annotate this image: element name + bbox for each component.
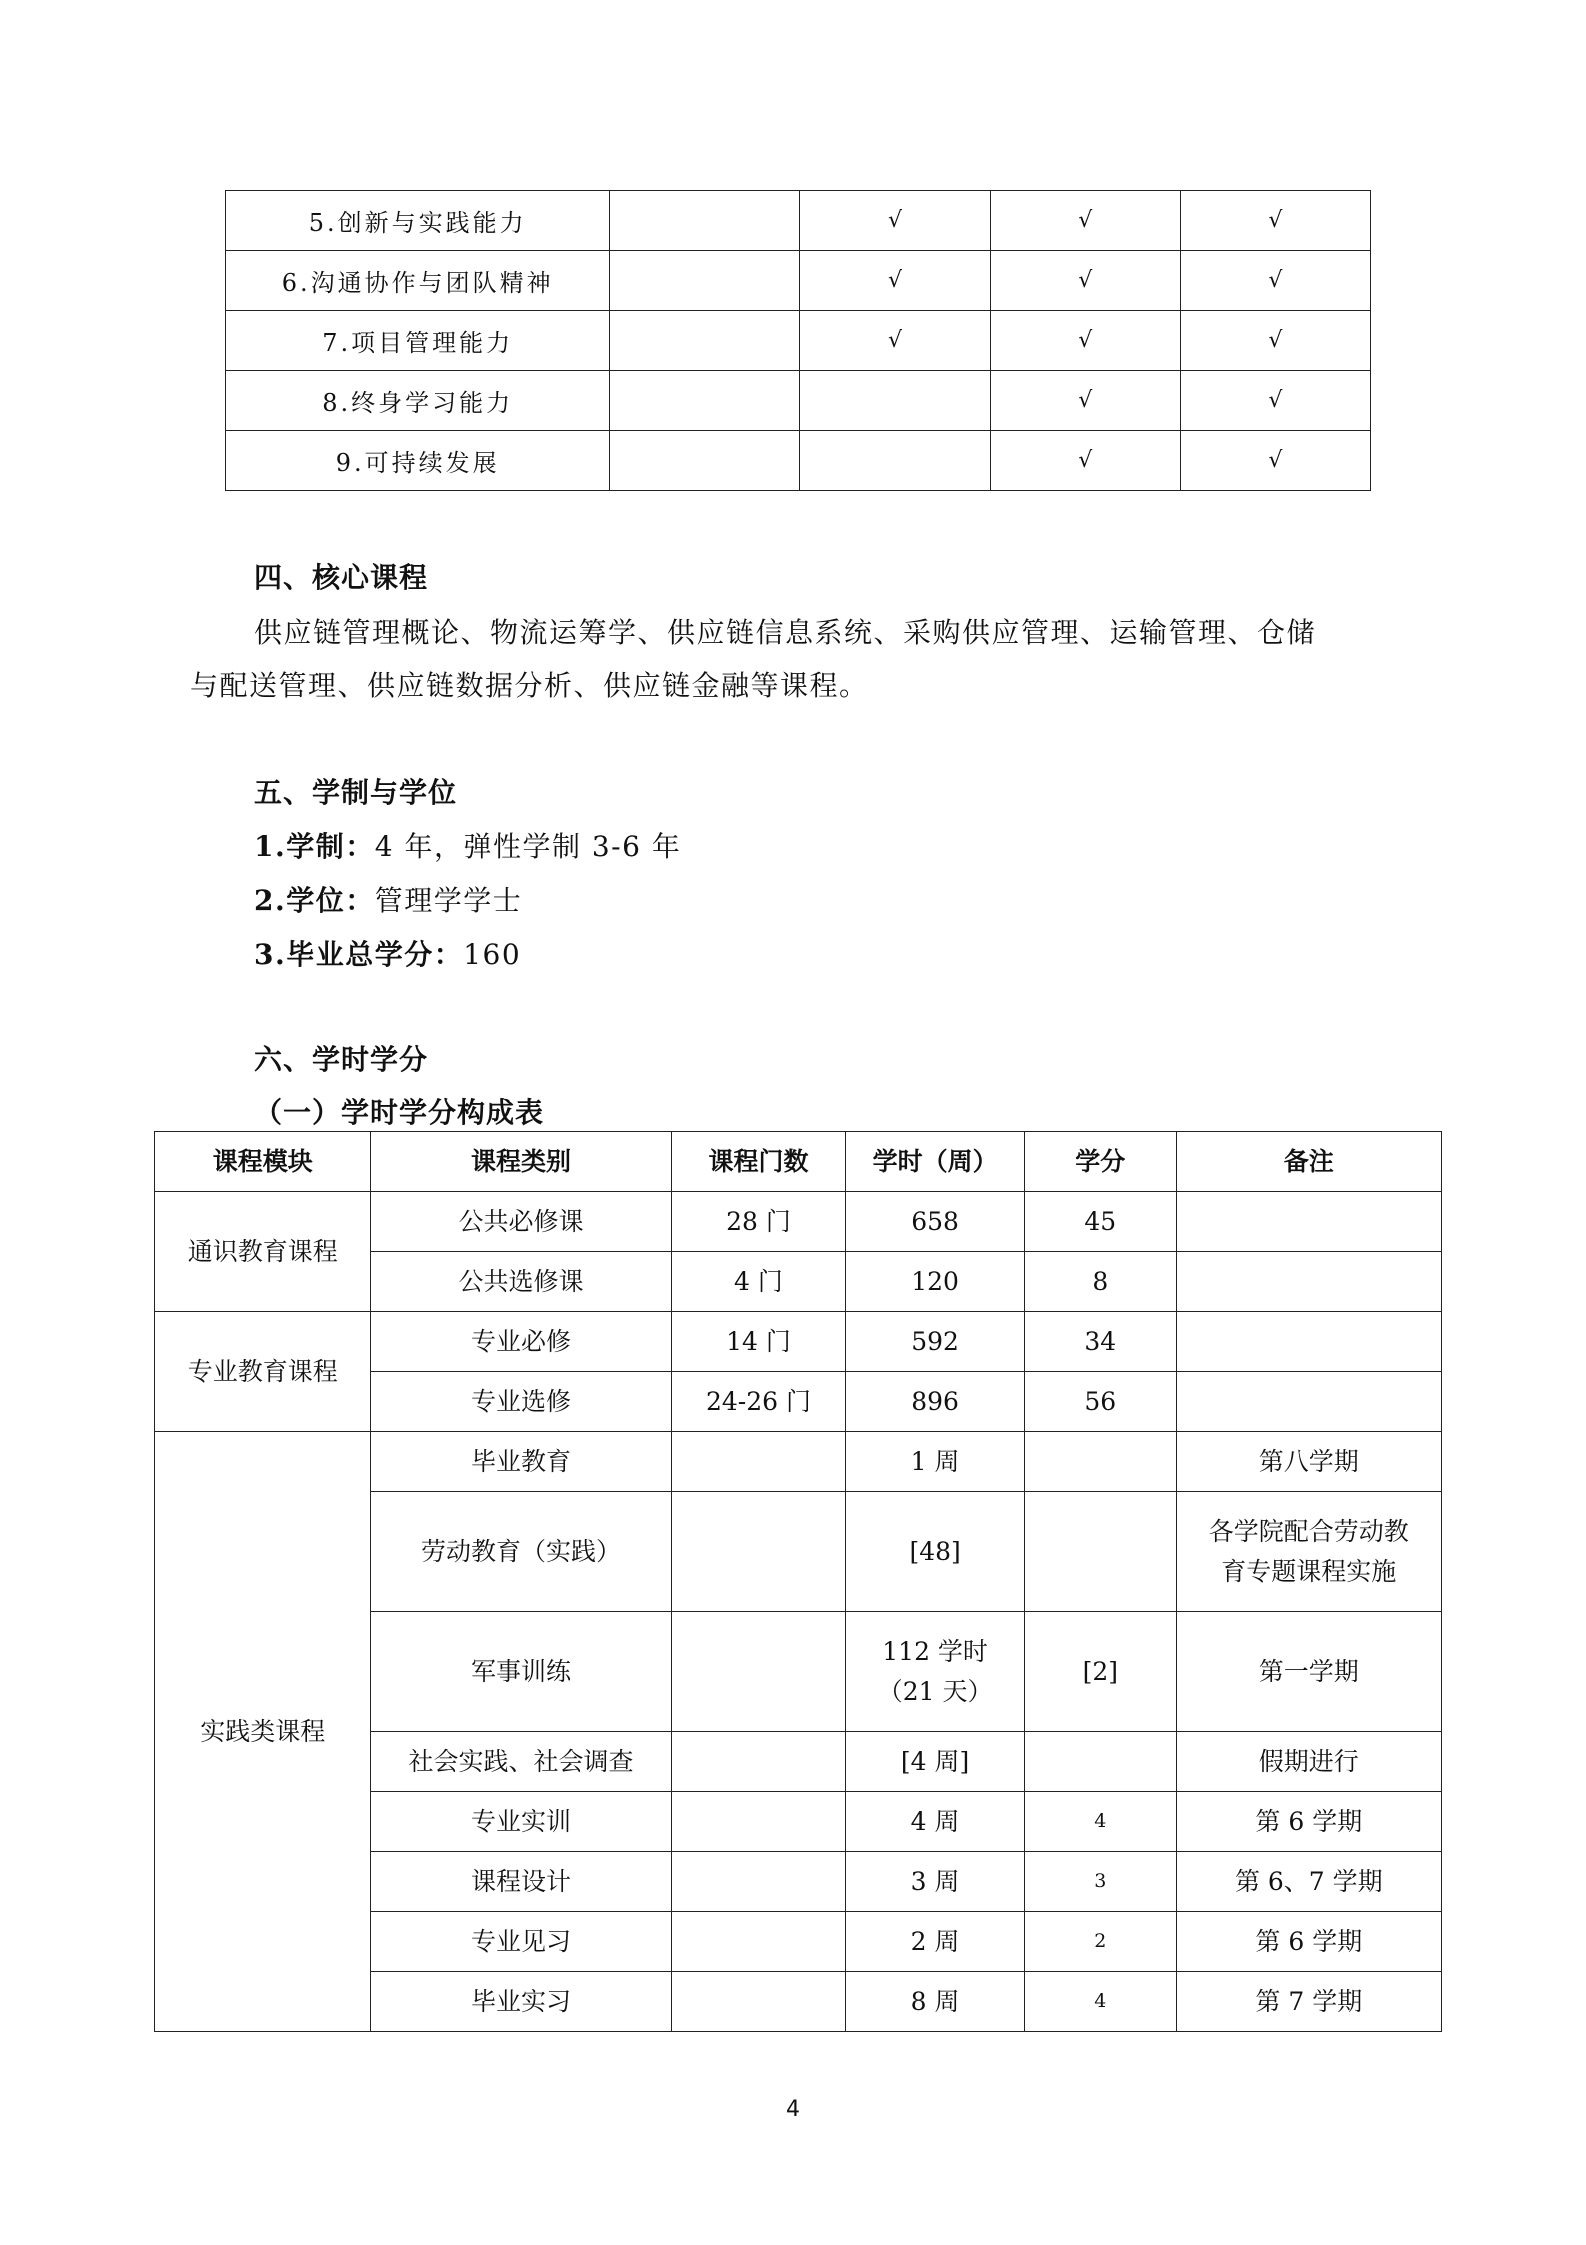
- table-row: [226, 431, 1371, 491]
- ability-cell: √: [990, 251, 1180, 311]
- duration-value: 4 年，弹性学制 3-6 年: [374, 830, 682, 863]
- hours-cell: [846, 1612, 1025, 1732]
- column-header: 课程类别: [371, 1132, 671, 1192]
- credits-cell: 56: [1024, 1372, 1176, 1432]
- category-cell: 课程设计: [371, 1852, 671, 1912]
- credits-cell: 2: [1024, 1912, 1176, 1972]
- section-heading-duration-degree: 五、学制与学位: [254, 776, 458, 809]
- count-cell: [671, 1612, 846, 1732]
- column-header: 学时（周）: [846, 1132, 1025, 1192]
- hours-line: 112 学时: [882, 1636, 988, 1666]
- credits-cell: [1024, 1432, 1176, 1492]
- note-cell: 第八学期: [1176, 1432, 1441, 1492]
- hours-cell: 1 周: [846, 1432, 1025, 1492]
- column-header: 学分: [1024, 1132, 1176, 1192]
- hours-cell: 2 周: [846, 1912, 1025, 1972]
- ability-cell: [800, 371, 990, 431]
- ability-cell: [800, 431, 990, 491]
- note-line: 育专题课程实施: [1221, 1556, 1397, 1586]
- credits-cell: 8: [1024, 1252, 1176, 1312]
- note-cell: [1176, 1252, 1441, 1312]
- credits-cell: [2]: [1024, 1612, 1176, 1732]
- ability-cell: [610, 191, 800, 251]
- ability-cell: √: [1180, 311, 1370, 371]
- ability-cell: [610, 431, 800, 491]
- count-cell: 28 门: [671, 1192, 846, 1252]
- ability-cell: √: [1180, 431, 1370, 491]
- hours-cell: 896: [846, 1372, 1025, 1432]
- note-cell: [1176, 1312, 1441, 1372]
- note-cell: [1176, 1372, 1441, 1432]
- note-cell: 第一学期: [1176, 1612, 1441, 1732]
- category-cell: 军事训练: [371, 1612, 671, 1732]
- core-courses-paragraph-line2: 与配送管理、供应链数据分析、供应链金融等课程。: [190, 669, 869, 702]
- ability-cell: [610, 311, 800, 371]
- table-row: [155, 1432, 1442, 1492]
- table-row: [226, 191, 1371, 251]
- degree-label: 2.学位：: [254, 884, 375, 917]
- duration-label: 1.学制：: [254, 830, 375, 863]
- note-cell: 第 6、7 学期: [1176, 1852, 1441, 1912]
- ability-label: 7.项目管理能力: [226, 311, 610, 371]
- table-row: [226, 251, 1371, 311]
- category-cell: 专业必修: [371, 1312, 671, 1372]
- credit-composition-table: [154, 1131, 1442, 2032]
- ability-matrix-table: [225, 190, 1371, 491]
- ability-label: 6.沟通协作与团队精神: [226, 251, 610, 311]
- ability-cell: √: [1180, 251, 1370, 311]
- column-header: 备注: [1176, 1132, 1441, 1192]
- credits-cell: [1024, 1492, 1176, 1612]
- category-cell: 专业见习: [371, 1912, 671, 1972]
- hours-line: （21 天）: [877, 1676, 993, 1706]
- credits-cell: 34: [1024, 1312, 1176, 1372]
- note-cell: [1176, 1492, 1441, 1612]
- ability-cell: √: [990, 191, 1180, 251]
- hours-cell: 4 周: [846, 1792, 1025, 1852]
- table-row: [226, 371, 1371, 431]
- hours-cell: 8 周: [846, 1972, 1025, 2032]
- note-cell: 第 7 学期: [1176, 1972, 1441, 2032]
- note-line: 各学院配合劳动教: [1208, 1516, 1409, 1546]
- credits-cell: 3: [1024, 1852, 1176, 1912]
- ability-cell: [610, 371, 800, 431]
- count-cell: [671, 1792, 846, 1852]
- ability-cell: √: [990, 431, 1180, 491]
- table-row: [155, 1312, 1442, 1372]
- ability-cell: √: [800, 251, 990, 311]
- ability-label: 8.终身学习能力: [226, 371, 610, 431]
- total-credits-label: 3.毕业总学分：: [254, 938, 464, 971]
- count-cell: [671, 1492, 846, 1612]
- total-credits-value: 160: [463, 938, 522, 971]
- degree-value: 管理学学士: [374, 884, 523, 917]
- ability-cell: √: [1180, 191, 1370, 251]
- page-number: 4: [786, 2097, 800, 2122]
- count-cell: [671, 1852, 846, 1912]
- table-header-row: [155, 1132, 1442, 1192]
- hours-cell: [48]: [846, 1492, 1025, 1612]
- total-credits-item: [254, 933, 521, 973]
- credits-cell: 4: [1024, 1792, 1176, 1852]
- column-header: 课程模块: [155, 1132, 371, 1192]
- ability-label: 5.创新与实践能力: [226, 191, 610, 251]
- credits-cell: [1024, 1732, 1176, 1792]
- note-cell: [1176, 1192, 1441, 1252]
- ability-label: 9.可持续发展: [226, 431, 610, 491]
- table-row: [226, 311, 1371, 371]
- count-cell: [671, 1912, 846, 1972]
- category-cell: 毕业实习: [371, 1972, 671, 2032]
- core-courses-paragraph-line1: 供应链管理概论、物流运筹学、供应链信息系统、采购供应管理、运输管理、仓储: [254, 616, 1317, 649]
- module-cell-practice: 实践类课程: [155, 1432, 371, 2032]
- category-cell: 公共必修课: [371, 1192, 671, 1252]
- category-cell: 公共选修课: [371, 1252, 671, 1312]
- ability-cell: √: [990, 371, 1180, 431]
- hours-cell: 3 周: [846, 1852, 1025, 1912]
- category-cell: 劳动教育（实践）: [371, 1492, 671, 1612]
- note-cell: 第 6 学期: [1176, 1792, 1441, 1852]
- count-cell: [671, 1732, 846, 1792]
- count-cell: 24-26 门: [671, 1372, 846, 1432]
- category-cell: 毕业教育: [371, 1432, 671, 1492]
- note-cell: 假期进行: [1176, 1732, 1441, 1792]
- count-cell: [671, 1432, 846, 1492]
- count-cell: 14 门: [671, 1312, 846, 1372]
- category-cell: 社会实践、社会调查: [371, 1732, 671, 1792]
- module-cell-general: 通识教育课程: [155, 1192, 371, 1312]
- module-cell-professional: 专业教育课程: [155, 1312, 371, 1432]
- hours-cell: 592: [846, 1312, 1025, 1372]
- degree-item: [254, 879, 522, 919]
- ability-cell: √: [800, 191, 990, 251]
- ability-cell: [610, 251, 800, 311]
- credits-cell: 4: [1024, 1972, 1176, 2032]
- hours-cell: [4 周]: [846, 1732, 1025, 1792]
- hours-cell: 658: [846, 1192, 1025, 1252]
- count-cell: [671, 1972, 846, 2032]
- ability-cell: √: [990, 311, 1180, 371]
- duration-item: [254, 825, 681, 865]
- section-heading-hours-credits: 六、学时学分: [254, 1043, 429, 1076]
- count-cell: 4 门: [671, 1252, 846, 1312]
- ability-cell: √: [1180, 371, 1370, 431]
- credits-cell: 45: [1024, 1192, 1176, 1252]
- category-cell: 专业实训: [371, 1792, 671, 1852]
- table-row: [155, 1192, 1442, 1252]
- hours-cell: 120: [846, 1252, 1025, 1312]
- section-heading-core-courses: 四、核心课程: [254, 561, 429, 594]
- table-caption: （一）学时学分构成表: [254, 1096, 545, 1129]
- note-cell: 第 6 学期: [1176, 1912, 1441, 1972]
- column-header: 课程门数: [671, 1132, 846, 1192]
- ability-cell: √: [800, 311, 990, 371]
- category-cell: 专业选修: [371, 1372, 671, 1432]
